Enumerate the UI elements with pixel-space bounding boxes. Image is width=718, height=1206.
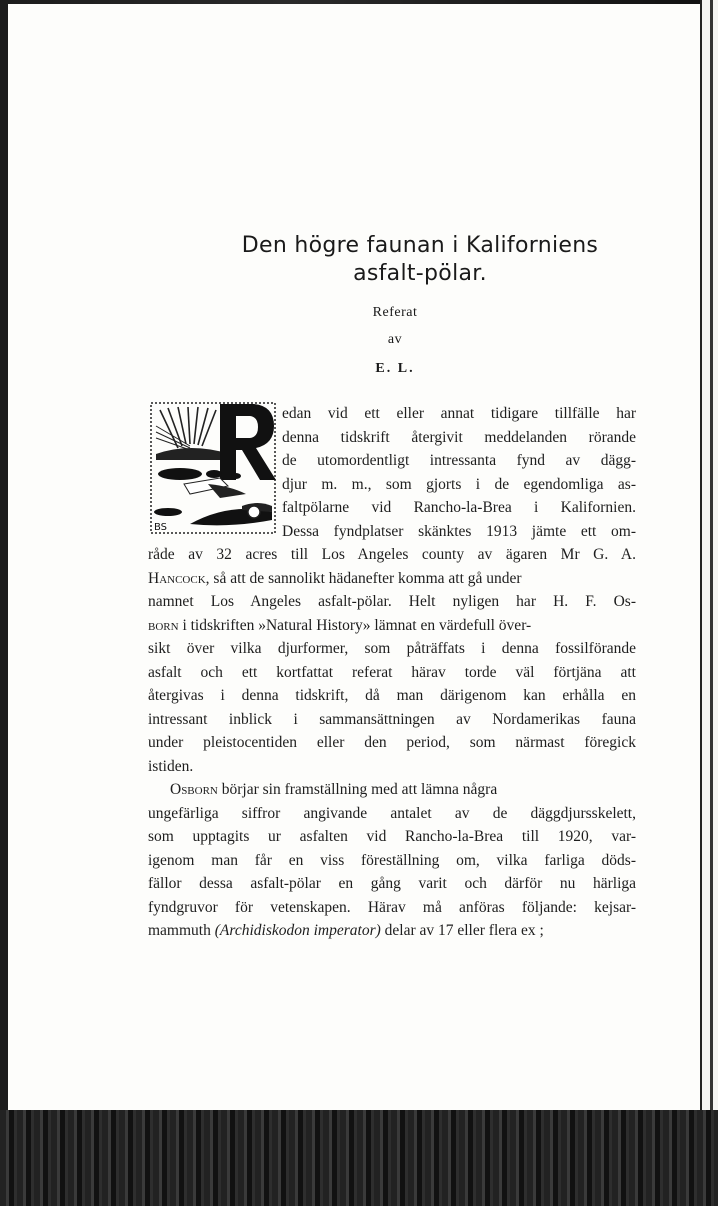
author-name: Osborn bbox=[170, 781, 218, 798]
initial-monogram: BS bbox=[154, 522, 168, 533]
text-line bbox=[148, 568, 636, 590]
text-line: denna tidskrift återgivit meddelanden rörande bbox=[282, 428, 636, 446]
text-line: asfalt och ett kortfattat referat härav torde väl förtjäna att bbox=[148, 663, 636, 681]
text-line: fyndgruvor för vetenskapen. Härav må anföras följande: kejsar- bbox=[148, 898, 636, 916]
text-line: återgivas i denna tidskrift, då man därigenom kan erhålla en bbox=[148, 687, 636, 704]
text-line: Dessa fyndplatser skänktes 1913 jämte ett om- bbox=[282, 522, 636, 540]
text-line: igenom man får en viss föreställning om, vilka farliga döds- bbox=[148, 851, 636, 869]
text-line: under pleistocentiden eller den period, som närmast föregick bbox=[148, 734, 636, 751]
title-line-1: Den högre faunan i Kaliforniens bbox=[241, 233, 599, 258]
title-line-2: asfalt-pölar. bbox=[353, 261, 487, 286]
text-line: namnet Los Angeles asfalt-pölar. Helt nyligen har H. F. Os- bbox=[148, 593, 636, 610]
article-title bbox=[150, 232, 690, 288]
page-edge bbox=[700, 0, 718, 1110]
text-line: de utomordentligt intressanta fynd av dägg- bbox=[282, 452, 636, 469]
text-span: delar av 17 eller flera ex ; bbox=[380, 922, 544, 939]
text-line bbox=[170, 779, 636, 801]
text-span: , så att de sannolikt hädanefter komma att gå under bbox=[205, 569, 522, 587]
text-line: intressant inblick i sammansättningen av Nordamerikas fauna bbox=[148, 710, 636, 728]
text-span: i tidskriften »Natural History» lämnat en värdefull över- bbox=[178, 616, 532, 634]
text-line: sikt över vilka djurformer, som påträffats i denna fossilförande bbox=[148, 640, 636, 657]
author-initials: E. L. bbox=[375, 361, 415, 376]
scan-bottom-strip bbox=[0, 1110, 718, 1206]
author-name: born bbox=[148, 616, 179, 634]
text-line: ungefärliga siffror angivande antalet av de däggdjursskelett, bbox=[148, 804, 636, 822]
author-name: Hancock bbox=[148, 569, 206, 587]
text-line bbox=[148, 920, 636, 942]
text-line: istiden. bbox=[148, 757, 194, 775]
decorated-initial-r-icon bbox=[150, 402, 276, 534]
av-label: av bbox=[387, 332, 403, 347]
text-line: faltpölarne vid Rancho-la-Brea i Kalifornien. bbox=[282, 499, 636, 516]
species-name: (Archidiskodon imperator) bbox=[214, 922, 381, 939]
text-line: djur m. m., som gjorts i de egendomliga as- bbox=[282, 475, 636, 493]
text-line: fällor dessa asfalt-pölar en gång varit och därför nu härliga bbox=[148, 875, 636, 892]
text-line: edan vid ett eller annat tidigare tillfälle har bbox=[282, 405, 636, 422]
text-line bbox=[148, 615, 636, 637]
text-span: mammuth bbox=[148, 922, 215, 939]
referat-label: Referat bbox=[372, 305, 418, 320]
text-span: börjar sin framställning med att lämna några bbox=[217, 781, 498, 798]
text-line: som upptagits ur asfalten vid Rancho-la-Brea till 1920, var- bbox=[148, 828, 636, 845]
text-line: råde av 32 acres till Los Angeles county av ägaren Mr G. A. bbox=[148, 546, 636, 563]
